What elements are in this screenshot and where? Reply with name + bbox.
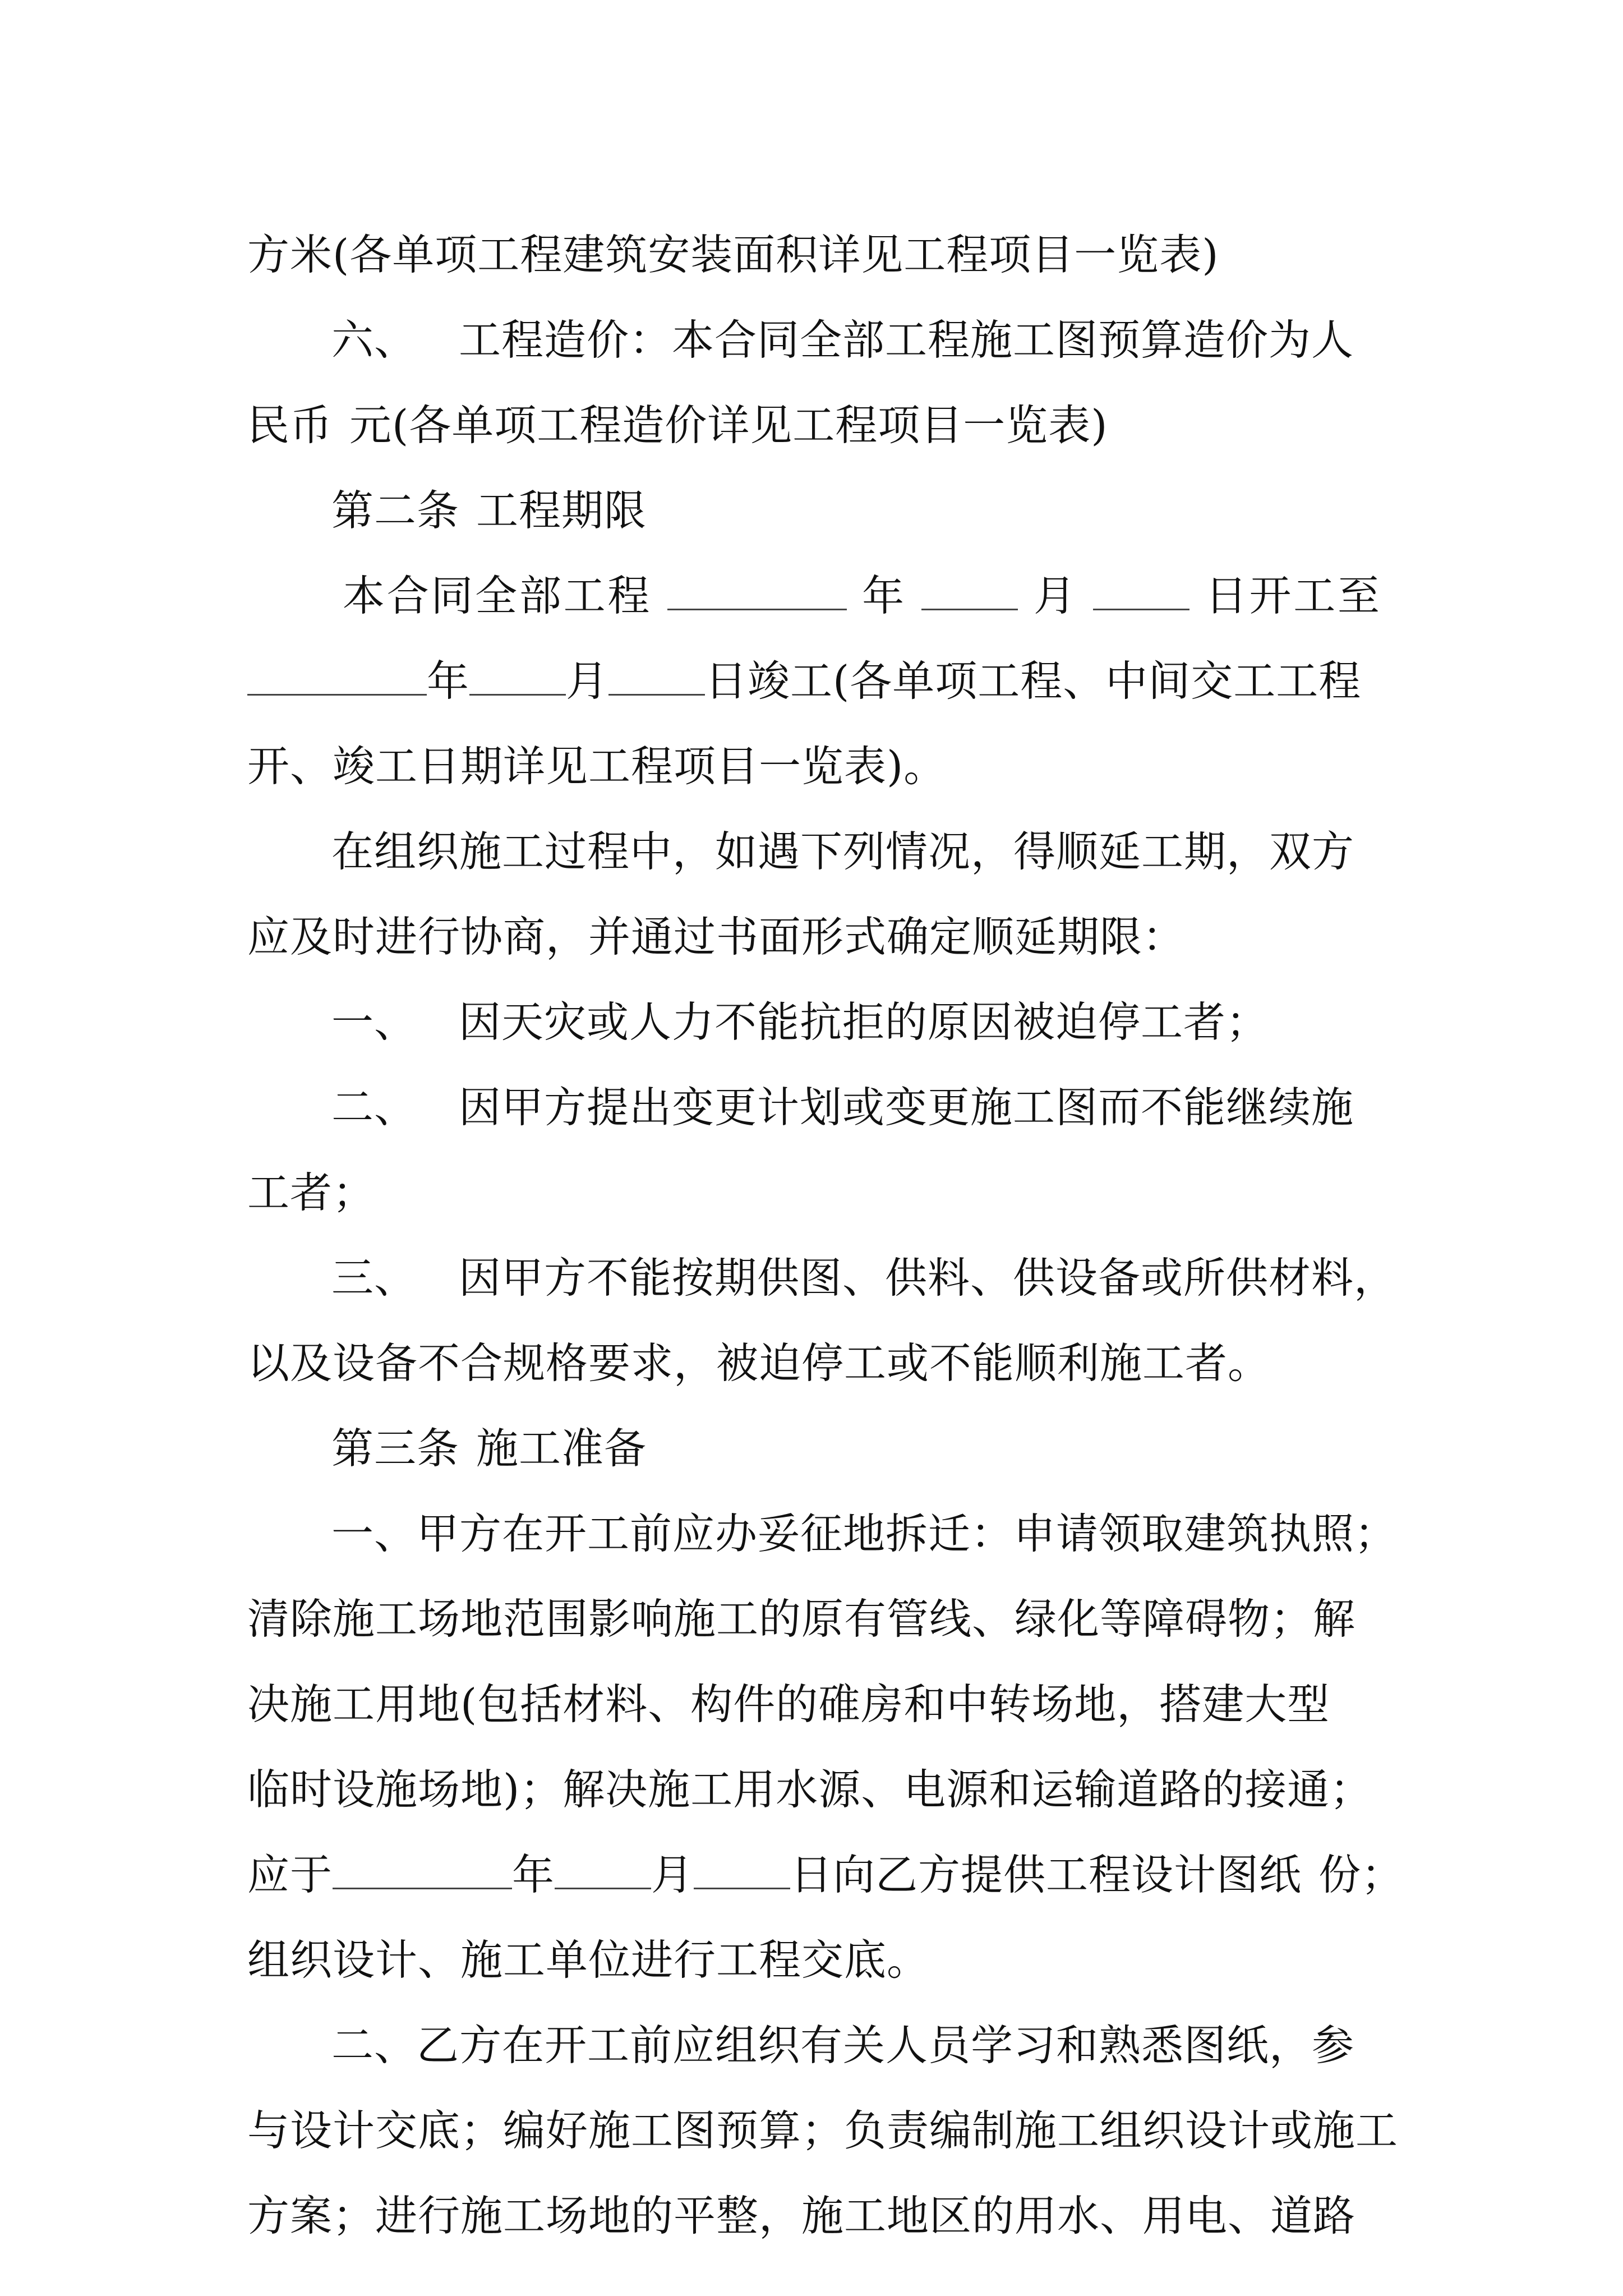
item-number: 六、 xyxy=(331,315,417,365)
text-segment: 本合同全部工程 xyxy=(343,571,652,620)
text-segment: 因甲方不能按期供图、供料、供设备或所供材料， xyxy=(459,1253,1397,1303)
text-line: 组织设计、施工单位进行工程交底。 xyxy=(247,1935,930,1985)
text-line: 临时设施场地)；解决施工用水源、电源和运输道路的接通； xyxy=(247,1765,1373,1814)
text-segment: 日向乙方提供工程设计图纸 xyxy=(790,1850,1302,1899)
fill-in-blank-year[interactable] xyxy=(667,575,847,610)
text-line xyxy=(247,383,1380,468)
text-line: 与设计交底；编好施工图预算；负责编制施工组织设计或施工 xyxy=(247,2106,1399,2155)
text-segment: 因天灾或人力不能抗拒的原因被迫停工者； xyxy=(459,997,1269,1047)
list-item-two xyxy=(247,1065,1380,1150)
article-title: 工程期限 xyxy=(476,486,647,535)
text-segment: 年 xyxy=(512,1850,555,1899)
text-line: 方米(各单项工程建筑安装面积详见工程项目一览表) xyxy=(247,230,1219,279)
text-line: 开、竣工日期详见工程项目一览表)。 xyxy=(247,742,947,791)
text-segment: 因甲方提出变更计划或变更施工图而不能继续施 xyxy=(459,1083,1354,1132)
list-item-three xyxy=(247,1235,1397,1320)
text-segment: 民币 xyxy=(247,401,333,450)
text-segment: 月 xyxy=(651,1850,694,1899)
text-segment: 月 xyxy=(1033,571,1078,620)
article-three-heading xyxy=(247,1406,1380,1491)
drawings-delivery-line xyxy=(247,1832,1404,1917)
text-line: 应及时进行协商，并通过书面形式确定顺延期限： xyxy=(247,912,1186,961)
text-line: 决施工用地(包括材料、构件的碓房和中转场地，搭建大型 xyxy=(247,1680,1330,1729)
text-segment: 日竣工(各单项工程、中间交工工程 xyxy=(705,656,1362,706)
text-line: 二、乙方在开工前应组织有关人员学习和熟悉图纸，参 xyxy=(331,2021,1355,2070)
text-line: 方案；进行施工场地的平整，施工地区的用水、用电、道路 xyxy=(247,2191,1356,2240)
fill-in-blank-month[interactable] xyxy=(469,660,566,696)
text-segment: 年 xyxy=(862,571,906,620)
text-line: 以及设备不合规格要求，被迫停工或不能顺利施工者。 xyxy=(247,1338,1271,1388)
text-line: 一、甲方在开工前应办妥征地拆迁：申请领取建筑执照； xyxy=(331,1509,1398,1558)
article-two-heading xyxy=(247,468,1380,553)
fill-in-blank-year[interactable] xyxy=(247,660,427,696)
item-number: 一、 xyxy=(331,997,417,1047)
article-title: 施工准备 xyxy=(476,1424,647,1473)
text-line: 工者； xyxy=(247,1168,376,1217)
clause-six-line xyxy=(247,297,1380,383)
text-segment: 日开工至 xyxy=(1205,571,1380,620)
fill-in-blank-day[interactable] xyxy=(608,660,705,696)
text-segment: 工程造价：本合同全部工程施工图预算造价为人 xyxy=(459,315,1354,365)
contract-body-text xyxy=(247,212,1404,2258)
text-segment: 份； xyxy=(1318,1850,1404,1899)
schedule-start-line xyxy=(247,553,1380,638)
fill-in-blank-day[interactable] xyxy=(694,1854,790,1889)
fill-in-blank-day[interactable] xyxy=(1093,575,1189,610)
item-number: 二、 xyxy=(331,1083,417,1132)
text-segment: 元(各单项工程造价详见工程项目一览表) xyxy=(349,401,1108,450)
text-line: 在组织施工过程中，如遇下列情况，得顺延工期，双方 xyxy=(331,827,1355,876)
article-number: 第三条 xyxy=(331,1424,460,1473)
schedule-end-line xyxy=(247,638,1380,724)
text-segment: 月 xyxy=(566,656,609,706)
article-number: 第二条 xyxy=(331,486,460,535)
text-line: 清除施工场地范围影响施工的原有管线、绿化等障碍物；解 xyxy=(247,1594,1356,1644)
text-segment: 应于 xyxy=(247,1850,333,1899)
text-segment: 年 xyxy=(427,656,470,706)
fill-in-blank-month[interactable] xyxy=(921,575,1018,610)
fill-in-blank-month[interactable] xyxy=(555,1854,651,1889)
fill-in-blank-year[interactable] xyxy=(333,1854,512,1889)
list-item-one xyxy=(247,979,1380,1065)
item-number: 三、 xyxy=(331,1253,417,1303)
